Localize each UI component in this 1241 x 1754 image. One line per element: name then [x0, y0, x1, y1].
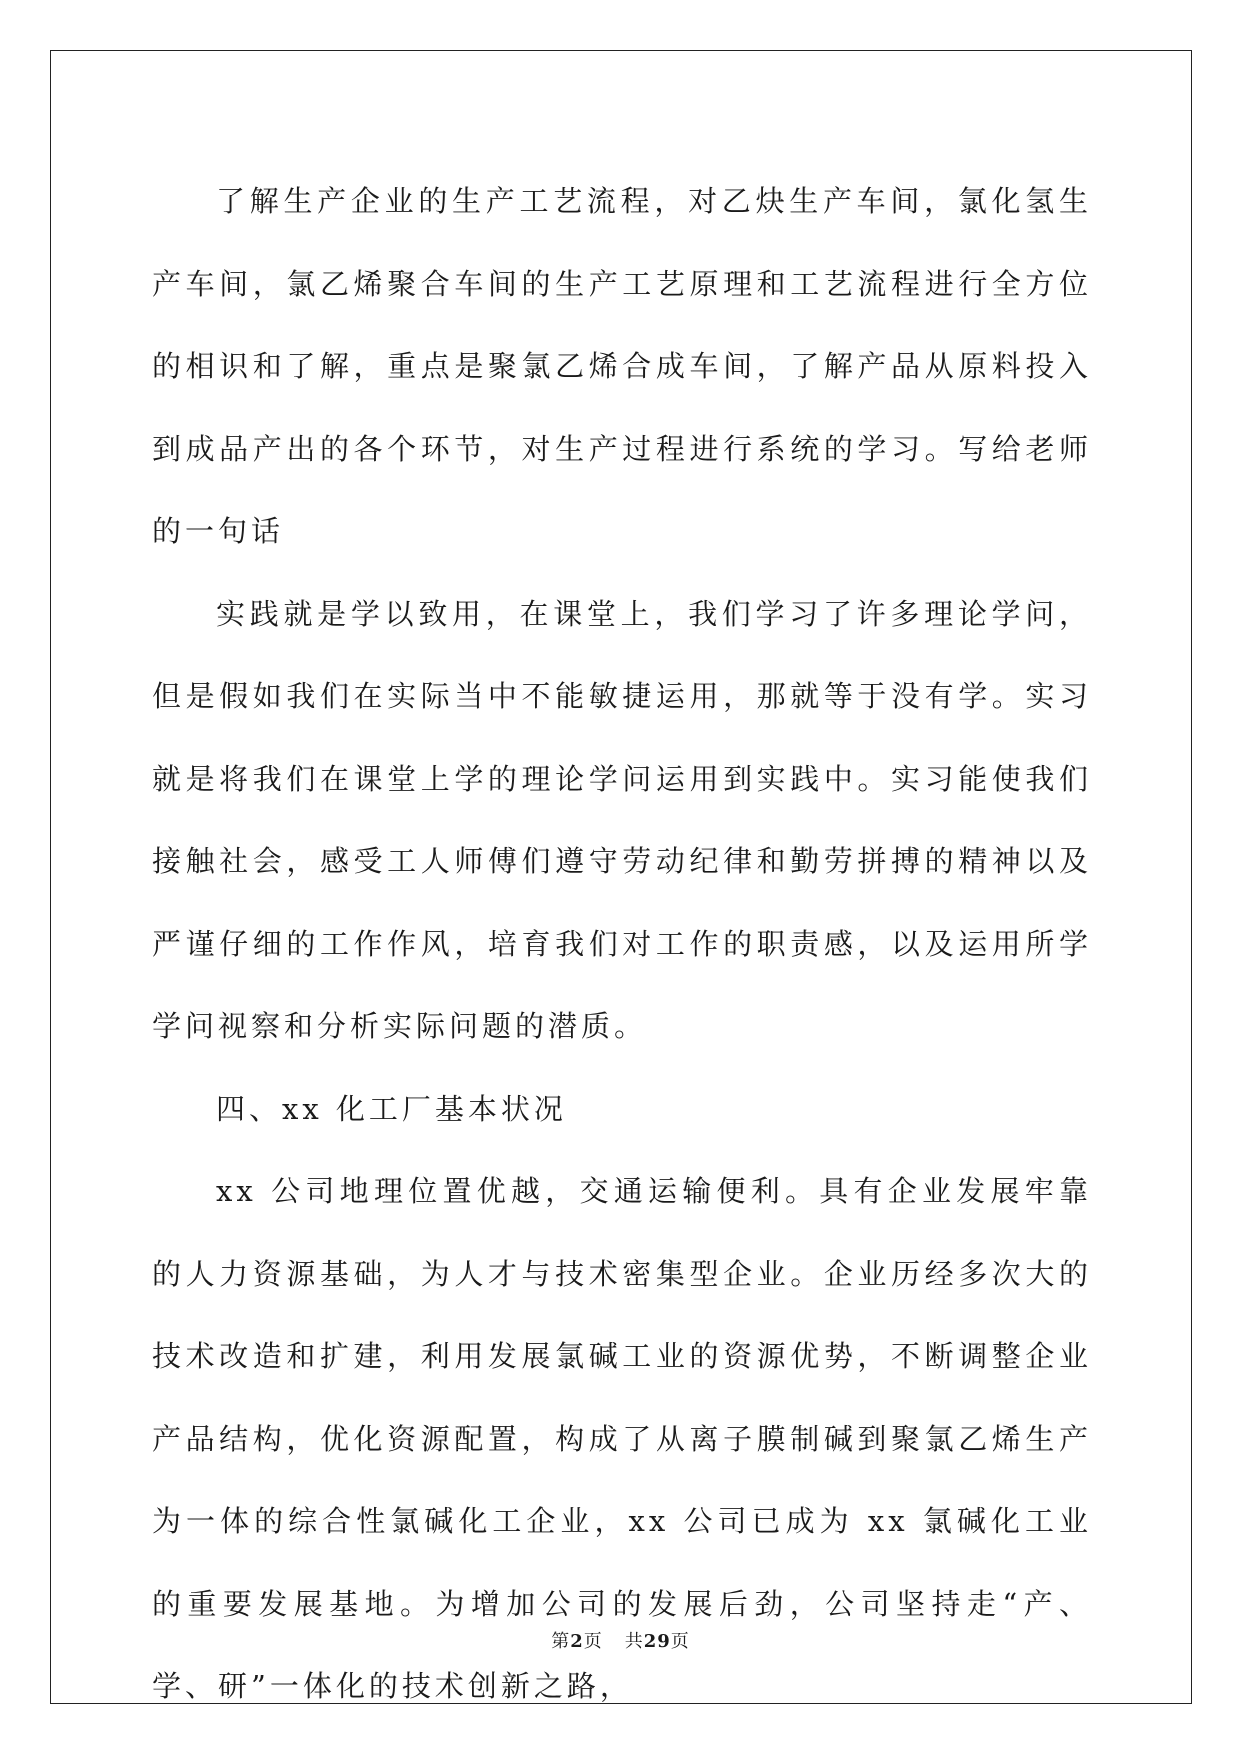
total-pages-indicator: 共29页 — [624, 1631, 690, 1652]
paragraph-practice-meaning: 实践就是学以致用，在课堂上，我们学习了许多理论学问，但是假如我们在实际当中不能敏捷运用，那就等于没有学。实习就是将我们在课堂上学的理论学问运用到实践中。实习能使我们接触社会，感受工人师傅们遵守劳动纪律和勤劳拼搏的精神以及严谨仔细的工作作风，培育我们对工作的职责感，以及运用所学学问视察和分析实际问题的潜质。 — [152, 596, 1092, 1043]
page-indicator: 第2页 — [551, 1631, 603, 1652]
document-body — [152, 160, 1092, 1728]
current-page-number: 2 — [570, 1631, 584, 1652]
section-heading-factory-overview: 四、xx 化工厂基本状况 — [216, 1091, 567, 1126]
total-pages-number: 29 — [643, 1631, 671, 1652]
paragraph-company-overview: xx 公司地理位置优越，交通运输便利。具有企业发展牢靠的人力资源基础，为人才与技术密集型企业。企业历经多次大的技术改造和扩建，利用发展氯碱工业的资源优势，不断调整企业产品结构，优化资源配置，构成了从离子膜制碱到聚氯乙烯生产为一体的综合性氯碱化工企业，xx 公司已成为 xx 氯碱化工业的重要发展基地。为增加公司的发展后劲，公司坚持走“产、学、研”一体化的技术创新之路， — [152, 1174, 1092, 1703]
paragraph-production-process: 了解生产企业的生产工艺流程，对乙炔生产车间，氯化氢生产车间，氯乙烯聚合车间的生产工艺原理和工艺流程进行全方位的相识和了解，重点是聚氯乙烯合成车间，了解产品从原料投入到成品产出的各个环节，对生产过程进行系统的学习。写给老师的一句话 — [152, 184, 1092, 548]
page-footer — [0, 1630, 1241, 1654]
